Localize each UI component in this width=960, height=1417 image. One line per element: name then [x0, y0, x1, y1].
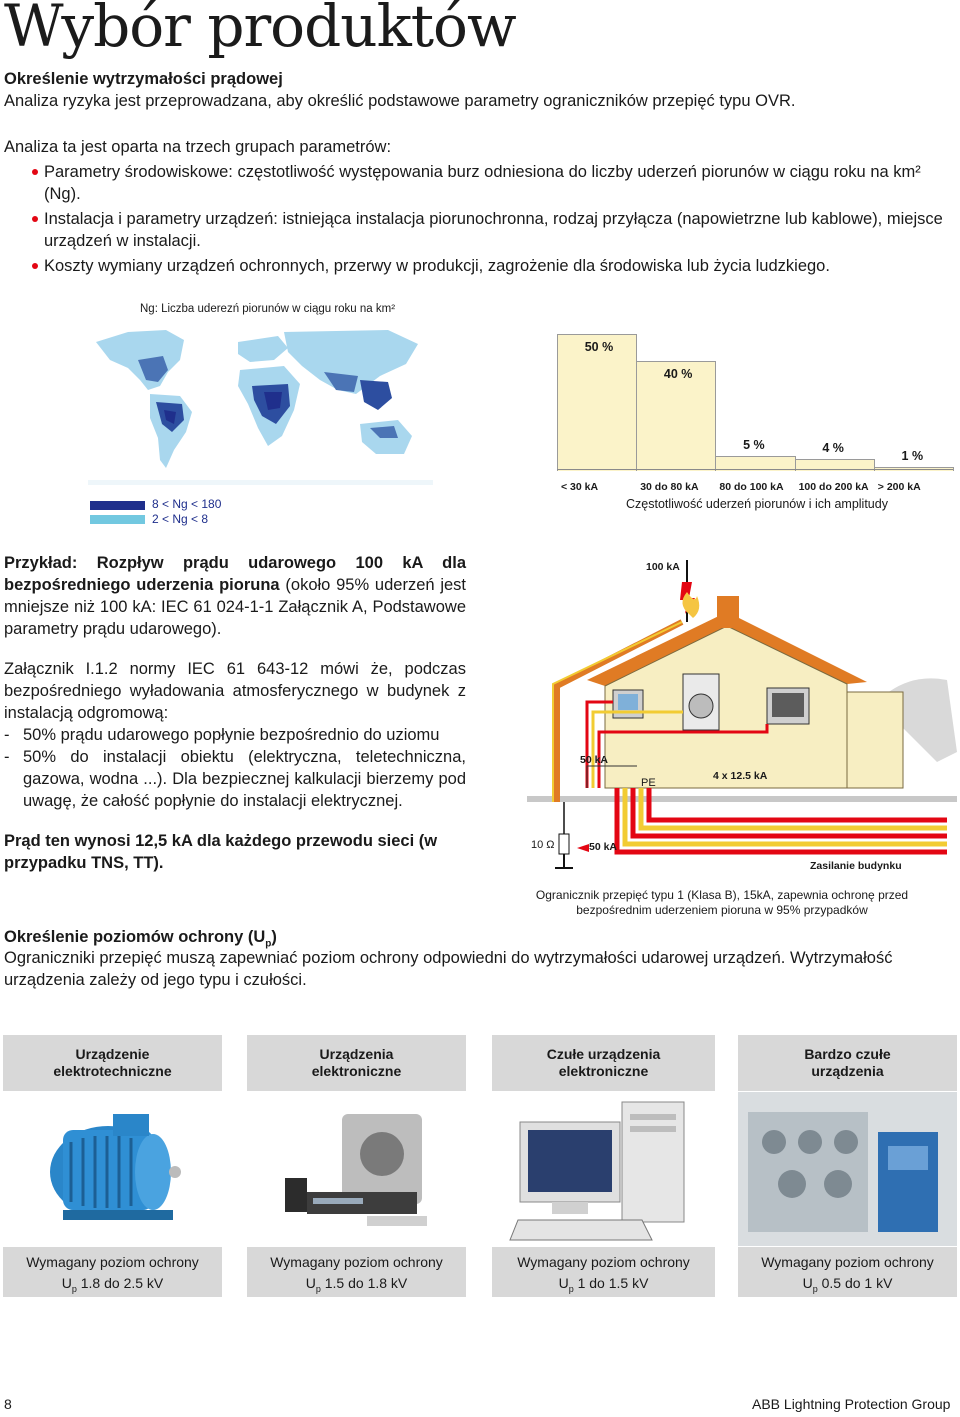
computer-image	[492, 1092, 715, 1246]
strike-current-label: 100 kA	[646, 561, 680, 573]
list-item: Parametry środowiskowe: częstotliwość występowania burz odniesiona do liczby uderzeń piorunów w ciągu roku na km² (Ng).	[4, 161, 956, 205]
supply-label: Zasilanie budynku	[810, 860, 902, 872]
dash-list	[4, 724, 466, 812]
world-lightning-map	[88, 320, 433, 485]
chart-value-label: 40 %	[663, 366, 693, 381]
resistance-label: 10 Ω	[531, 839, 555, 851]
legend-label-low: 2 < Ng < 8	[152, 512, 209, 526]
chart-tick-label: < 30 kA	[561, 481, 599, 493]
electric-motor-image	[3, 1092, 222, 1246]
chart-value-label: 50 %	[584, 339, 614, 354]
protection-heading: Określenie poziomów ochrony $(U_p)$	[4, 928, 277, 950]
intro-lead: Analiza ta jest oparta na trzech grupach parametrów:	[4, 138, 392, 156]
intro-line: Analiza ryzyka jest przeprowadzana, aby określić podstawowe parametry ograniczników przepięć typu OVR.	[4, 92, 796, 110]
category-electrotechnical: Urządzenie elektrotechniczne	[3, 1035, 222, 1091]
chart-x-ticks	[557, 481, 953, 495]
earth-current-label: 50 kA	[580, 754, 609, 766]
example-paragraph	[4, 552, 466, 640]
list-item: Instalacja i parametry urządzeń: istniejąca instalacja piorunochronna, rodzaj przyłącza (napowietrzne lub kablowe), miejsce urządzeń w instalacji.	[4, 208, 956, 252]
category-sensitive-electronic: Czułe urządzenia elektroniczne	[492, 1035, 715, 1091]
list-item: - 50% do instalacji obiektu (elektryczna, teletechniczna, gazowa, wodna ...). Dla bezpiecznej kalkulacji bierzemy pod uwagę, że całość popłynie do instalacji elektrycznej.	[4, 748, 466, 810]
conclusion: Prąd ten wynosi 12,5 kA dla każdego przewodu sieci (w przypadku TNS, TT).	[4, 832, 438, 872]
requirement-electrotechnical: Wymagany poziom ochrony $U_p$ 1.8 do 2.5 kV	[3, 1247, 222, 1297]
lightning-amplitude-chart	[557, 320, 953, 470]
chart-value-label: 1 %	[901, 449, 924, 464]
per-wire-label: 4 x 12.5 kA	[713, 770, 768, 782]
legend-swatch-high	[90, 501, 145, 510]
requirement-very-sensitive: Wymagany poziom ochrony $U_p$ 0.5 do 1 kV	[738, 1247, 957, 1297]
list-item: - 50% prądu udarowego popłynie bezpośrednio do uziomu	[4, 726, 440, 744]
chart-value-label: 5 %	[743, 438, 765, 453]
chart-tick-label: 30 do 80 kA	[640, 481, 699, 493]
pe-label: PE	[641, 777, 656, 789]
section-heading-current: Określenie wytrzymałości prądowej	[4, 70, 283, 88]
house-current-diagram	[527, 552, 957, 882]
audio-system-image	[247, 1092, 466, 1246]
list-item: Koszty wymiany urządzeń ochronnych, przerwy w produkcji, zagrożenie dla środowiska lub życia ludzkiego.	[4, 255, 956, 277]
example-heading-rest: (około 95% uderzeń jest mniejsze niż 100 kA: IEC 61 024-1-1 Załącznik A, Podstawowe parametry prądu udarowego).	[4, 576, 467, 638]
legend-swatch-low	[90, 515, 145, 524]
annex-paragraph: Załącznik I.1.2 normy IEC 61 643-12 mówi że, podczas bezpośredniego wyładowania atmosferycznego w budynek z instalacją odgromową:	[4, 660, 466, 722]
chart-tick-label: 80 do 100 kA	[719, 481, 784, 493]
chart-tick-label: > 200 kA	[877, 481, 921, 493]
chart-baseline	[557, 469, 953, 470]
map-caption: Ng: Liczba uderezń piorunów w ciągu roku na km²	[140, 303, 396, 315]
page-number: 8	[4, 1396, 12, 1412]
category-electronic: Urządzenia elektroniczne	[247, 1035, 466, 1091]
requirement-electronic: Wymagany poziom ochrony $U_p$ 1.5 do 1.8 kV	[247, 1247, 466, 1297]
requirement-sensitive-electronic: Wymagany poziom ochrony $U_p$ 1 do 1.5 kV	[492, 1247, 715, 1297]
house-caption: Ogranicznik przepięć typu 1 (Klasa B), 15kA, zapewnia ochronę przed bezpośrednim uderzeniem pioruna w 95% przypadków	[535, 888, 909, 917]
footer-brand: ABB Lightning Protection Group	[752, 1396, 951, 1412]
example-heading: Przykład: Rozpływ prądu udarowego 100 kA dla bezpośredniego uderzenia pioruna	[4, 554, 466, 594]
chart-tick-label: 100 do 200 kA	[798, 481, 869, 493]
chart-value-label: 4 %	[822, 441, 844, 456]
category-very-sensitive: Bardzo czułe urządzenia	[738, 1035, 957, 1091]
chart-x-label: Częstotliwość uderzeń piorunów i ich amplitudy	[626, 497, 888, 511]
protection-paragraph: Ograniczniki przepięć muszą zapewniać poziom ochrony odpowiedni do wytrzymałości udarowej urządzeń. Wytrzymałość urządzenia zależy od jego typu i czułości.	[4, 949, 893, 989]
chart-bar	[557, 334, 637, 471]
industrial-machine-image	[738, 1092, 957, 1246]
page-title: Wybór produktów	[4, 0, 516, 60]
legend-label-high: 8 < Ng < 180	[152, 497, 222, 511]
parameter-list	[4, 161, 956, 280]
ground-current-label: 50 kA	[589, 841, 618, 853]
